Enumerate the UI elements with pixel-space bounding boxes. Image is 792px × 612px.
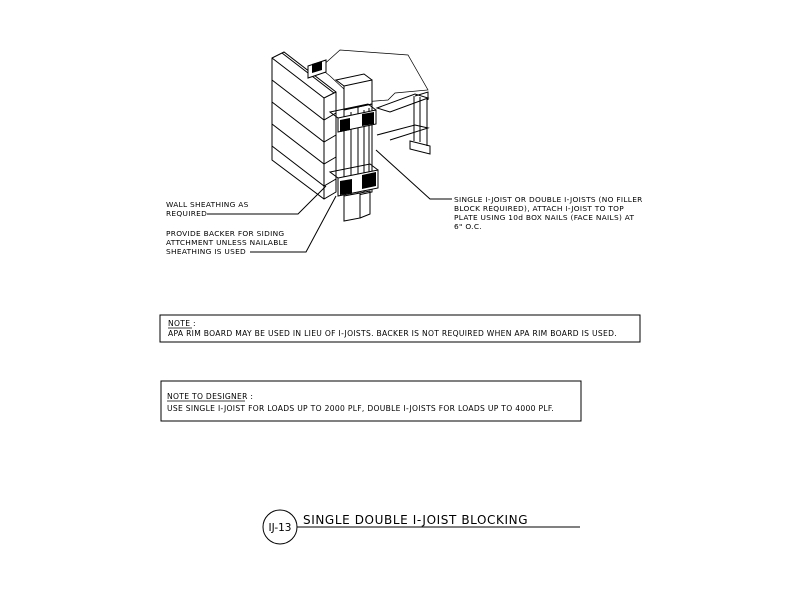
callout-joist-line-3: PLATE USING 10d BOX NAILS (FACE NAILS) AT [454,213,635,222]
callout-backer-line-2: ATTCHMENT UNLESS NAILABLE [166,238,289,247]
note-box-designer [161,381,581,421]
leader-joist [376,150,452,199]
callout-joist-line-1: SINGLE I-JOIST OR DOUBLE I-JOISTS (NO FILLER [454,195,643,204]
callout-backer-line-3: SHEATHING IS USED [166,247,247,256]
note-to-designer-heading: NOTE TO DESIGNER : [167,392,254,401]
detail-title-block [263,510,580,544]
callout-backer-line-1: PROVIDE BACKER FOR SIDING [166,229,285,238]
wall-sheathing [272,52,336,199]
detail-id: IJ-13 [268,522,292,534]
detail-title: SINGLE DOUBLE I-JOIST BLOCKING [303,513,529,527]
callout-joist-line-4: 6" O.C. [454,222,482,231]
callout-joist [454,195,643,231]
note-box-rim-board [160,315,640,342]
isometric-detail [272,50,430,221]
i-joist-extension [377,92,430,154]
callout-wall-sheathing-line-1: WALL SHEATHING AS [166,200,249,209]
wall-stud [344,191,370,221]
note-heading: NOTE : [168,319,196,328]
note-to-designer-text: USE SINGLE I-JOIST FOR LOADS UP TO 2000 PLF, DOUBLE I-JOISTS FOR LOADS UP TO 4000 PLF. [167,404,555,413]
note-text: APA RIM BOARD MAY BE USED IN LIEU OF I-JOISTS. BACKER IS NOT REQUIRED WHEN APA RIM BOARD IS USED. [168,329,617,338]
callout-wall-sheathing [166,200,249,218]
callout-wall-sheathing-line-2: REQUIRED [166,209,208,218]
callout-joist-line-2: BLOCK REQUIRED), ATTACH I-JOIST TO TOP [454,204,625,213]
